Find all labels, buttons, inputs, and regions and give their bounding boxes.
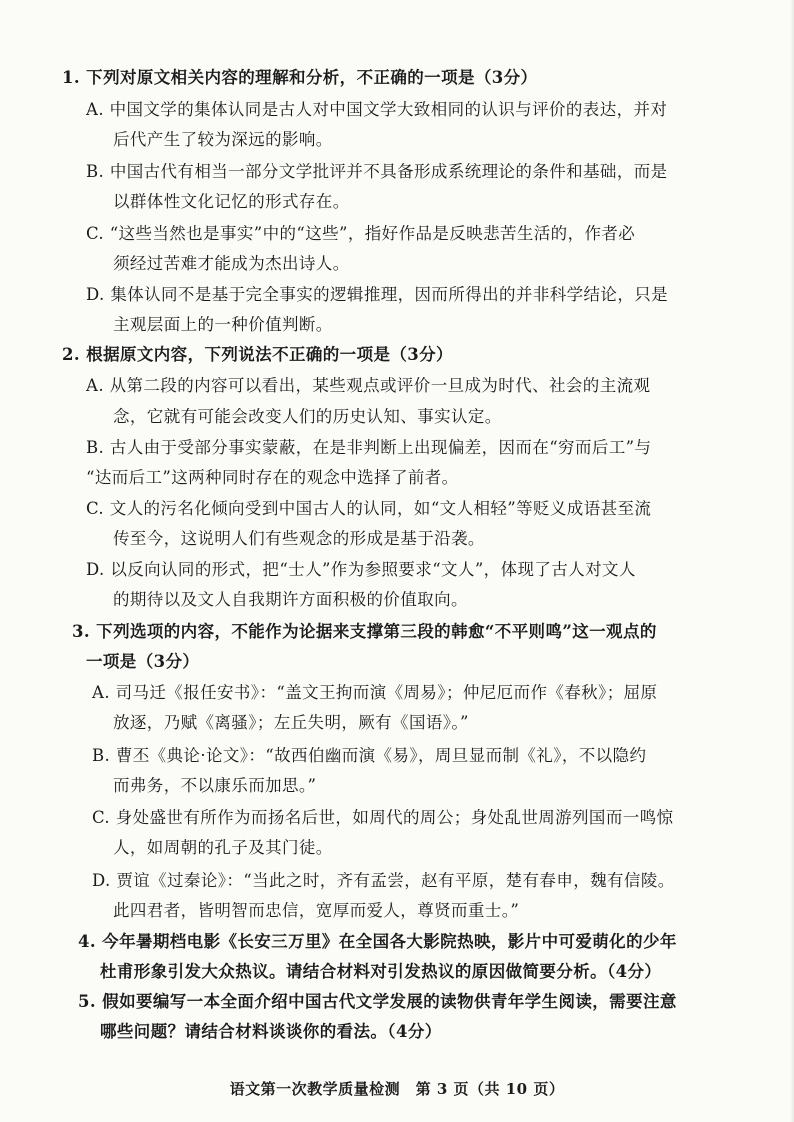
option-c-line-1: C. “这些当然也是事实”中的“这些”，指好作品是反映悲苦生活的，作者必 xyxy=(86,224,636,243)
scan-edge-shadow xyxy=(790,0,794,1122)
question-stem-line-2: 杜甫形象引发大众热议。请结合材料对引发热议的原因做简要分析。（4分） xyxy=(100,962,662,981)
option-b-line-1: B. 古人由于受部分事实蒙蔽，在是非判断上出现偏差，因而在“穷而后工”与 xyxy=(86,438,652,457)
option-d-line-2: 此四君者，皆明智而忠信，宽厚而爱人，尊贤而重士。” xyxy=(113,901,520,920)
question-stem-line-1: 4. 今年暑期档电影《长安三万里》在全国各大影院热映，影片中可爱萌化的少年 xyxy=(78,932,677,951)
option-b-line-2: “达而后工”这两种同时存在的观念中选择了前者。 xyxy=(86,468,459,487)
option-a-line-1: A. 司马迁《报任安书》：“盖文王拘而演《周易》；仲尼厄而作《春秋》；屈原 xyxy=(92,683,658,702)
option-a-line-2: 念，它就有可能会改变人们的历史认知、事实认定。 xyxy=(113,407,502,426)
option-b-line-2: 而弗务，不以康乐而加思。” xyxy=(113,776,317,795)
option-a-line-2: 放逐，乃赋《离骚》；左丘失明，厥有《国语》。” xyxy=(113,713,469,732)
option-c-line-1: C. 身处盛世有所作为而扬名后世，如周代的周公；身处乱世周游列国而一鸣惊 xyxy=(92,808,674,827)
page-footer: 语文第一次教学质量检测 第 3 页（共 10 页） xyxy=(229,1080,565,1098)
option-b-line-1: B. 曹丕《典论·论文》：“故西伯幽而演《易》，周旦显而制《礼》，不以隐约 xyxy=(92,746,647,765)
option-d-line-2: 主观层面上的一种价值判断。 xyxy=(113,315,333,334)
option-c-line-2: 须经过苦难才能成为杰出诗人。 xyxy=(113,254,350,273)
option-a-line-1: A. 从第二段的内容可以看出，某些观点或评价一旦成为时代、社会的主流观 xyxy=(86,376,651,395)
option-d-line-1: D. 以反向认同的形式，把“士人”作为参照要求“文人”，体现了古人对文人 xyxy=(86,560,636,579)
option-c-line-2: 人，如周朝的孔子及其门徒。 xyxy=(113,838,333,857)
option-a-line-1: A. 中国文学的集体认同是古人对中国文学大致相同的认识与评价的表达，并对 xyxy=(86,100,668,119)
option-d-line-2: 的期待以及文人自我期许方面积极的价值取向。 xyxy=(113,590,468,609)
question-stem-line-2: 一项是（3分） xyxy=(86,652,200,671)
question-stem-line-2: 哪些问题？请结合材料谈谈你的看法。（4分） xyxy=(100,1022,442,1041)
question-stem: 1. 下列对原文相关内容的理解和分析，不正确的一项是（3分） xyxy=(62,68,538,87)
option-d-line-1: D. 贾谊《过秦论》：“当此之时，齐有孟尝，赵有平原，楚有春申，魏有信陵。 xyxy=(92,871,675,890)
option-b-line-1: B. 中国古代有相当一部分文学批评并不具备形成系统理论的条件和基础，而是 xyxy=(86,162,668,181)
question-stem-line-1: 5. 假如要编写一本全面介绍中国古代文学发展的读物供青年学生阅读，需要注意 xyxy=(78,992,677,1011)
option-c-line-1: C. 文人的污名化倾向受到中国古人的认同，如“文人相轻”等贬义成语甚至流 xyxy=(86,499,652,518)
question-stem-line-1: 3. 下列选项的内容，不能作为论据来支撑第三段的韩愈“不平则鸣”这一观点的 xyxy=(72,622,657,641)
question-stem: 2. 根据原文内容，下列说法不正确的一项是（3分） xyxy=(62,345,453,364)
option-a-line-2: 后代产生了较为深远的影响。 xyxy=(113,130,333,149)
option-d-line-1: D. 集体认同不是基于完全事实的逻辑推理，因而所得出的并非科学结论，只是 xyxy=(86,285,669,304)
option-b-line-2: 以群体性文化记忆的形式存在。 xyxy=(113,192,350,211)
option-c-line-2: 传至今，这说明人们有些观念的形成是基于沿袭。 xyxy=(113,529,485,548)
